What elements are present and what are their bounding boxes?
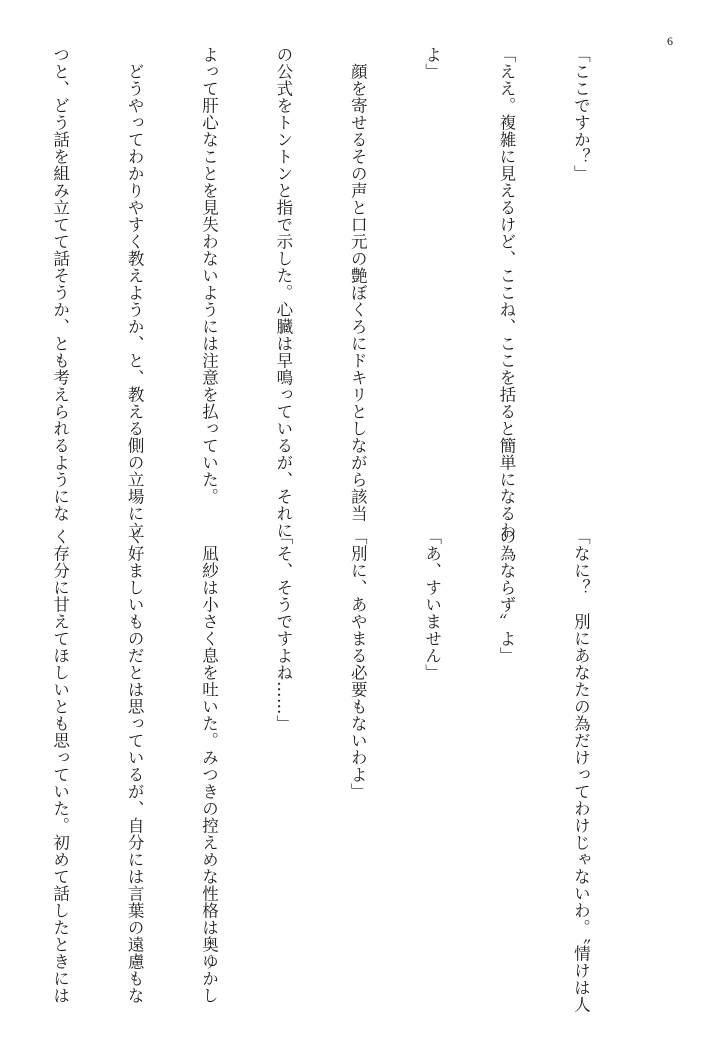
text-block-top: [50, 46, 642, 539]
text-line: どうやってわかりやすく教えようか、と、教える側の立場に立: [125, 46, 145, 539]
text-line: く存分に甘えてほしいとも思っていた。初めて話したときには: [50, 528, 70, 1004]
text-line: 顔を寄せるその声と口元の艶ぼくろにドキリとしながら該当: [348, 46, 368, 522]
text-line: く好ましいものだとは思っているが、自分には言葉の遠慮もな: [125, 528, 145, 1004]
text-line: 「そ、そうですよね……」: [273, 528, 293, 732]
text-line: つと、どう話を組み立てて話そうか、とも考えられるようにな: [50, 46, 70, 522]
text-line: 「別に、あやまる必要もないわよ」: [348, 528, 368, 800]
text-line: の公式をトントンと指で示した。心臓は早鳴っているが、それに: [273, 46, 293, 539]
text-line: の為ならず〟よ」: [497, 528, 517, 664]
text-line: 「ええ。複雑に見えるけど、ここね、ここを括ると簡単になるわ: [497, 46, 517, 539]
text-line: 「ここですか？」: [571, 46, 591, 182]
text-line: 「あ、すいません」: [422, 528, 442, 681]
page-number: 6: [667, 34, 673, 48]
text-line: よ」: [422, 46, 442, 80]
text-line: 凪紗は小さく息を吐いた。みつきの控えめな性格は奥ゆかし: [199, 528, 219, 1004]
text-block-bottom: [50, 528, 642, 1013]
text-line: 「なに？ 別にあなたの為だけってわけじゃないわ。〝情けは人: [571, 528, 591, 1013]
text-line: よって肝心なことを見失わないようには注意を払っていた。: [199, 46, 219, 505]
